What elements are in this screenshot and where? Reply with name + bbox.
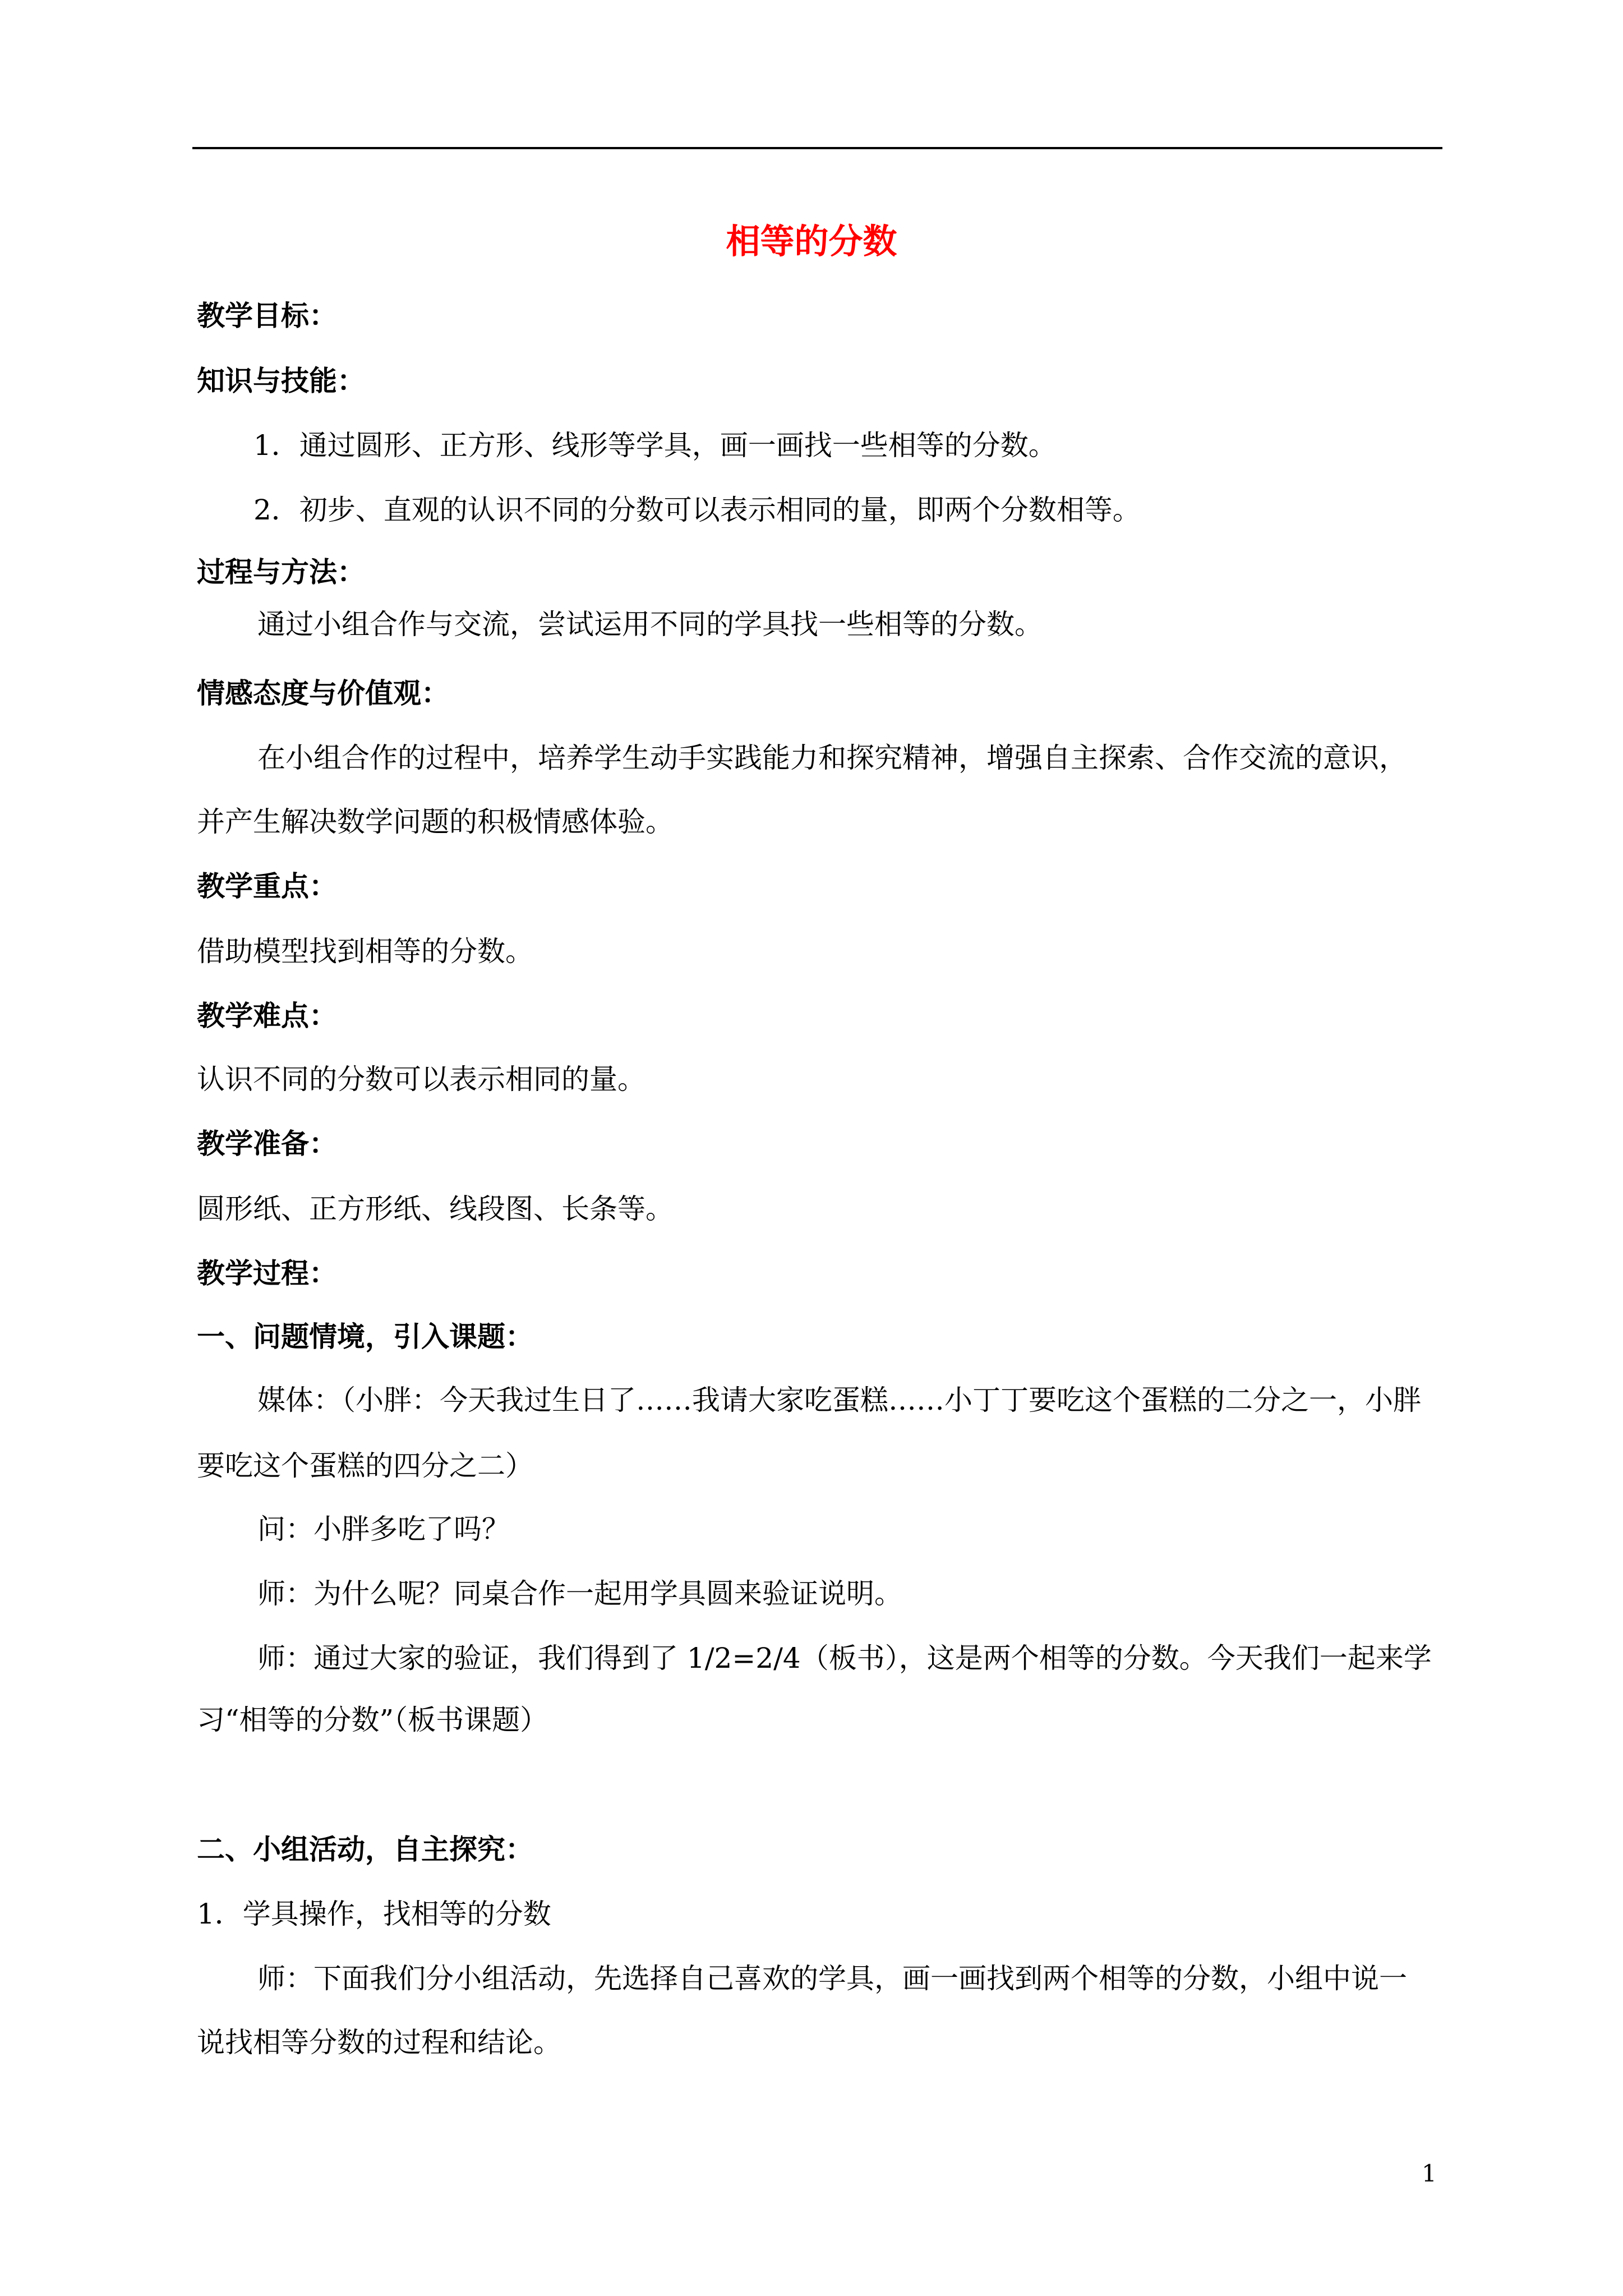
paragraph-continued: 说找相等分数的过程和结论。 [197,2026,561,2059]
paragraph: 认识不同的分数可以表示相同的量。 [197,1063,645,1096]
heading-teaching-process: 教学过程： [197,1257,337,1290]
paragraph-continued: 要吃这个蛋糕的四分之二） [197,1450,533,1482]
heading-attitude-values: 情感态度与价值观： [197,677,449,710]
paragraph: 师：为什么呢？同桌合作一起用学具圆来验证说明。 [257,1577,902,1610]
paragraph: 师：下面我们分小组活动，先选择自己喜欢的学具，画一画找到两个相等的分数，小组中说一 [257,1962,1407,1995]
paragraph-continued: 习“相等的分数”（板书课题） [197,1704,548,1736]
heading-teaching-goals: 教学目标： [197,299,337,332]
paragraph: 在小组合作的过程中，培养学生动手实践能力和探究精神，增强自主探索、合作交流的意识， [257,742,1407,774]
page-number: 1 [1422,2160,1437,2187]
paragraph: 通过小组合作与交流，尝试运用不同的学具找一些相等的分数。 [257,608,1043,641]
heading-key-points: 教学重点： [197,869,337,903]
paragraph: 问：小胖多吃了吗？ [257,1513,510,1545]
paragraph: 借助模型找到相等的分数。 [197,935,533,968]
document-title: 相等的分数 [726,222,897,261]
paragraph-continued: 并产生解决数学问题的积极情感体验。 [197,806,674,838]
header-rule [192,147,1442,149]
paragraph: 媒体：（小胖：今天我过生日了……我请大家吃蛋糕……小丁丁要吃这个蛋糕的二分之一，小胖 [257,1384,1421,1416]
goal-item-2: 2．初步、直观的认识不同的分数可以表示相同的量，即两个分数相等。 [253,494,1141,526]
paragraph: 圆形纸、正方形纸、线段图、长条等。 [197,1193,674,1225]
goal-item-1: 1．通过圆形、正方形、线形等学具，画一画找一些相等的分数。 [253,429,1057,462]
heading-process-methods: 过程与方法： [197,555,365,588]
paragraph: 师：通过大家的验证，我们得到了 1/2=2/4（板书），这是两个相等的分数。今天我们一起来学 [257,1642,1432,1674]
heading-section-2: 二、小组活动，自主探究： [197,1833,533,1866]
heading-section-1: 一、问题情境，引入课题： [197,1320,533,1353]
paragraph: 1．学具操作，找相等的分数 [197,1898,551,1930]
heading-preparation: 教学准备： [197,1127,337,1160]
heading-difficult-points: 教学难点： [197,999,337,1032]
heading-knowledge-skills: 知识与技能： [197,364,365,397]
